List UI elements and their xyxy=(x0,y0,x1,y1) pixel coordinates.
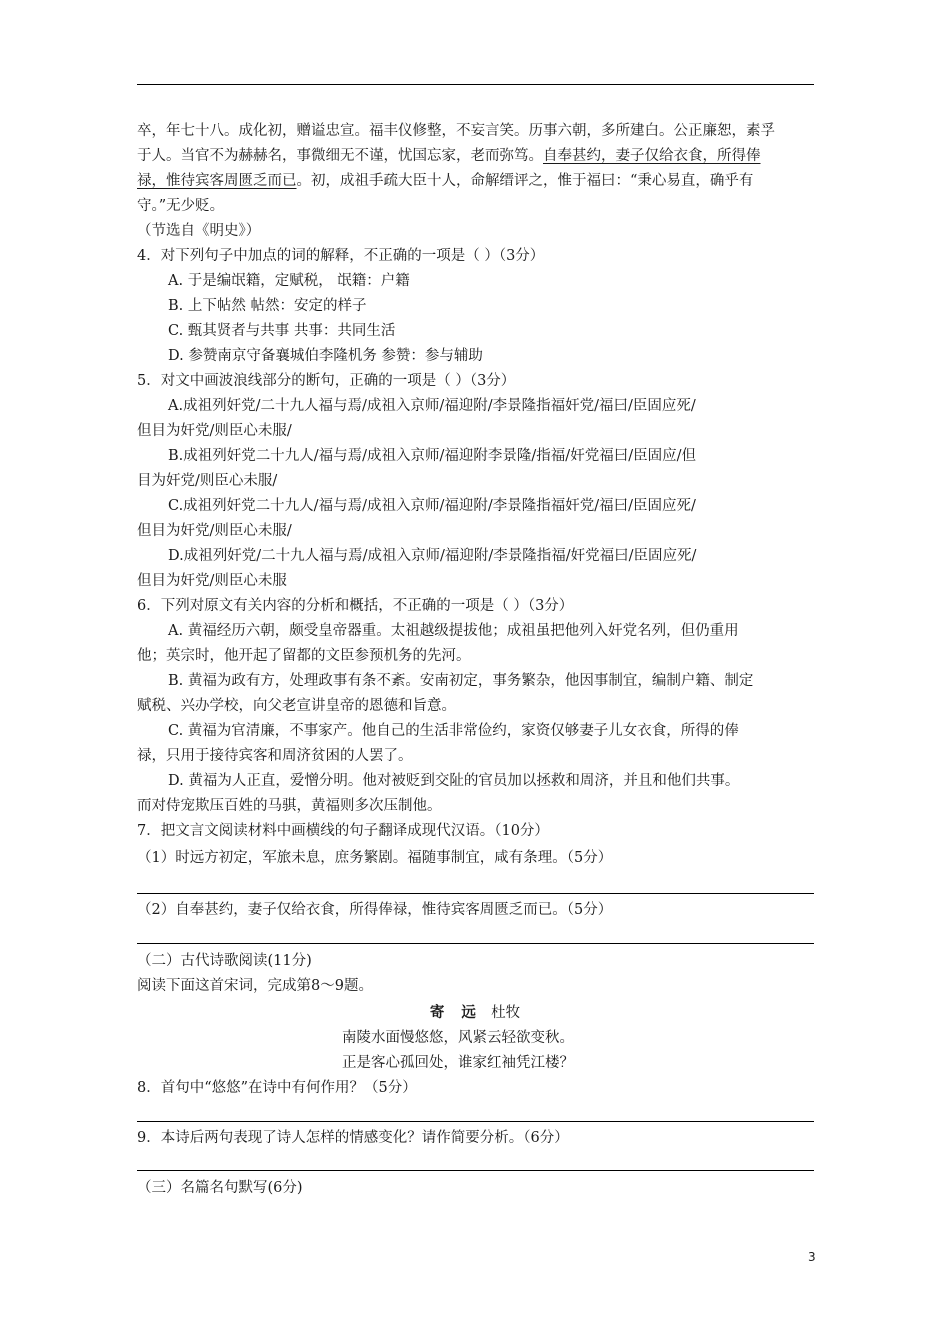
underlined-sentence: 禄，惟待宾客周匮乏而已 xyxy=(137,173,297,189)
poem-author: 杜牧 xyxy=(491,1005,521,1021)
option-b-cont: 赋税、兴办学校，向父老宣讲皇帝的恩德和旨意。 xyxy=(137,698,456,714)
option-c: C.成祖列奸党二十九人/福与焉/成祖入京师/福迎附/李景隆指福奸党/福曰/臣固应死/ xyxy=(168,498,696,514)
option-a: A.成祖列奸党/二十九人福与焉/成祖入京师/福迎附/李景隆指福奸党/福曰/臣固应死/ xyxy=(168,398,696,414)
question-stem: 6．下列对原文有关内容的分析和概括，不正确的一项是（ ）（3分） xyxy=(137,598,574,614)
question-stem: 8．首句中“悠悠”在诗中有何作用？（5分） xyxy=(137,1080,417,1096)
option-c-cont: 但目为奸党/则臣心未服/ xyxy=(137,523,292,539)
answer-line[interactable] xyxy=(137,1170,814,1171)
passage-line xyxy=(137,146,761,166)
header-rule xyxy=(137,84,814,85)
option-d: D. 参赞南京守备襄城伯李隆机务 参赞：参与辅助 xyxy=(168,348,483,364)
option-d-cont: 而对侍宠欺压百姓的马骐，黄福则多次压制他。 xyxy=(137,798,442,814)
passage-line: 守。”无少贬。 xyxy=(137,198,225,214)
question-stem: 7．把文言文阅读材料中画横线的句子翻译成现代汉语。（10分） xyxy=(137,823,549,839)
poem-line: 正是客心孤回处，谁家红袖凭江楼？ xyxy=(342,1055,574,1071)
option-a-cont: 他；英宗时，他开起了留都的文臣参预机务的先河。 xyxy=(137,648,471,664)
question-stem: 9．本诗后两句表现了诗人怎样的情感变化？请作简要分析。（6分） xyxy=(137,1130,569,1146)
option-a: A. 于是编氓籍，定赋税， 氓籍：户籍 xyxy=(168,273,410,289)
option-d-cont: 但目为奸党/则臣心未服 xyxy=(137,573,287,589)
option-b: B.成祖列奸党二十九人/福与焉/成祖入京师/福迎附李景隆/指福/奸党福曰/臣固应/但 xyxy=(168,448,696,464)
section-heading: （二）古代诗歌阅读(11分) xyxy=(137,953,312,969)
page-number: 3 xyxy=(808,1250,816,1264)
passage-text: 于人。当官不为赫赫名，事微细无不谨，忧国忘家，老而弥笃。 xyxy=(137,148,543,164)
option-d: D.成祖列奸党/二十九人福与焉/成祖入京师/福迎附/李景隆指福/奸党福曰/臣固应死/ xyxy=(168,548,697,564)
answer-line[interactable] xyxy=(137,1121,814,1122)
answer-line[interactable] xyxy=(137,943,814,944)
poem-title: 寄 远 xyxy=(429,1004,482,1021)
option-a-cont: 但目为奸党/则臣心未服/ xyxy=(137,423,292,439)
question-stem: 4．对下列句子中加点的词的解释，不正确的一项是（ ）（3分） xyxy=(137,248,545,264)
option-b: B. 上下帖然 帖然：安定的样子 xyxy=(168,298,367,314)
poem-title-line xyxy=(0,1003,950,1023)
option-d: D. 黄福为人正直，爱憎分明。他对被贬到交阯的官员加以拯救和周济，并且和他们共事。 xyxy=(168,773,740,789)
option-c-cont: 禄，只用于接待宾客和周济贫困的人罢了。 xyxy=(137,748,413,764)
option-c: C. 黄福为官清廉，不事家产。他自己的生活非常俭约，家资仅够妻子儿女衣食，所得的俸 xyxy=(168,723,739,739)
underlined-sentence: 自奉甚约，妻子仅给衣食，所得俸 xyxy=(543,148,761,164)
option-c: C. 甄其贤者与共事 共事：共同生活 xyxy=(168,323,396,339)
option-b-cont: 目为奸党/则臣心未服/ xyxy=(137,473,278,489)
question-stem: 5．对文中画波浪线部分的断句，正确的一项是（ ）（3分） xyxy=(137,373,516,389)
sub-question: （1）时远方初定，军旅未息，庶务繁剧。福随事制宜，咸有条理。（5分） xyxy=(137,850,613,866)
passage-text: 。初，成祖手疏大臣十人，命解缙评之，惟于福曰：“秉心易直，确乎有 xyxy=(296,173,754,189)
passage-source: （节选自《明史》） xyxy=(137,223,261,239)
option-b: B. 黄福为政有方，处理政事有条不紊。安南初定，事务繁杂，他因事制宜，编制户籍、制定 xyxy=(168,673,754,689)
section-heading: （三）名篇名句默写(6分) xyxy=(137,1180,303,1196)
passage-line xyxy=(137,171,753,191)
passage-line: 卒，年七十八。成化初，赠谥忠宣。福丰仪修整，不妄言笑。历事六朝，多所建白。公正廉恕，素孚 xyxy=(137,123,775,139)
section-intro: 阅读下面这首宋词，完成第8～9题。 xyxy=(137,978,373,994)
sub-question: （2）自奉甚约，妻子仅给衣食，所得俸禄，惟待宾客周匮乏而已。（5分） xyxy=(137,902,613,918)
option-a: A. 黄福经历六朝，颇受皇帝器重。太祖越级提拔他；成祖虽把他列入奸党名列，但仍重用 xyxy=(168,623,739,639)
answer-line[interactable] xyxy=(137,893,814,894)
poem-line: 南陵水面慢悠悠，风紧云轻欲变秋。 xyxy=(342,1030,574,1046)
